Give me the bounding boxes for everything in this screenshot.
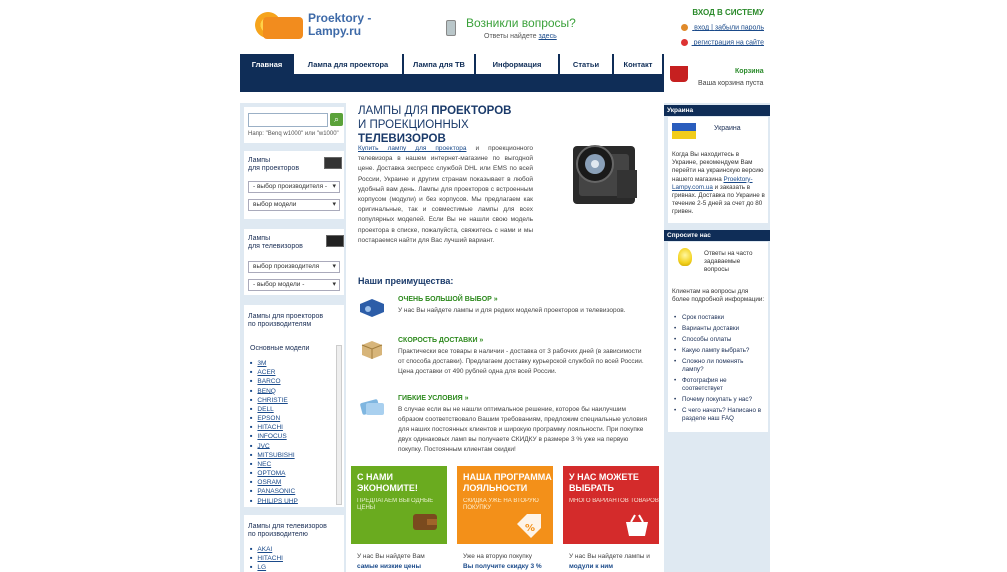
brand-link[interactable]: ■ INFOCUS [250, 432, 298, 441]
brand-link[interactable]: ■ BARCO [250, 377, 298, 386]
faq-item[interactable]: • Почему покупать у нас? [674, 396, 766, 404]
question-title: Возникли вопросы? [466, 16, 576, 30]
intro-link[interactable]: Купить лампу для проектора [358, 145, 467, 152]
cart-basket-icon [670, 66, 688, 82]
tv-brand-link[interactable]: ■ LG [250, 563, 283, 572]
search-icon[interactable]: ⌕ [330, 113, 343, 126]
advantage-text: Практически все товары в наличии - доставка от 3 рабочих дней (в зависимости от способа доставки). Предлагаем доставку курьерской службой по всей России. Цена доставки от 490 рублей одна для всей России. [398, 348, 644, 375]
cart-block[interactable] [668, 62, 768, 92]
question-sub: Ответы найдете [484, 33, 537, 40]
login-title: ВХОД В СИСТЕМУ [692, 8, 764, 17]
tv-brand-list [250, 545, 283, 572]
tv-brands-title1: Лампы для телевизоров [248, 523, 327, 530]
nav-tab-articles[interactable]: Статьи [560, 54, 614, 74]
brands-title1: Лампы для проекторов [248, 313, 324, 320]
tv-filter-title2: для телевизоров [248, 243, 303, 250]
faq-list [674, 314, 766, 426]
advantage-text: В случае если вы не нашли оптимальное решение, которое бы наилучшим образом соответствовало Вашим требованиям, предложим специальные условия для наших постоянных клиентов и широкую программу лояльности. При покупке двух одинаковых ламп вы получаете СКИДКУ в размере 3 % уже на первую покупку. Постоянным клиентам скидки! [398, 406, 648, 453]
tv-brand-link[interactable]: ■ HITACHI [250, 554, 283, 563]
projector-manufacturer-select[interactable]: - выбор производителя - ▾ [248, 181, 340, 193]
intro-text: Купить лампу для проектора и проекционного телевизора в нашем интернет-магазине по выгодной цене. Доставка экспресс службой DHL или EMS по всей России, Украине и другим странам показывает в любой удобный вам день. Лампы для проекторов с встроенным корпусом (модули) и без корпусов. Мы предлагаем как оригинальные, так и совместимые лампы для всех популярных моделей. Если Вы не нашли свою модель проектора в списке, пожалуйста, свяжитесь с нами и мы постараемся найти для Вас лучший вариант. [358, 145, 533, 244]
shopping-basket-icon [623, 512, 651, 538]
brand-link[interactable]: ■ CHRISTIE [250, 396, 298, 405]
logo-projector-icon [263, 17, 303, 39]
brand-link[interactable]: ■ PHILIPS UHP [250, 497, 298, 506]
promo-banner-choice[interactable] [563, 466, 659, 572]
svg-text:%: % [525, 523, 536, 534]
ukraine-flag-icon [672, 123, 696, 139]
package-icon [358, 337, 386, 361]
promo-subtitle: МНОГО ВАРИАНТОВ ТОВАРОВ [569, 498, 659, 504]
promo-banner-loyalty[interactable] [457, 466, 553, 572]
right-sidebar [664, 103, 770, 572]
promo-banner-prices[interactable] [351, 466, 447, 572]
left-sidebar [240, 103, 346, 572]
promo-text: У нас Вы найдете лампы и [569, 553, 650, 560]
search-input[interactable] [248, 113, 328, 127]
forgot-password-link[interactable]: забыли пароль [714, 24, 764, 32]
ukraine-shop-link[interactable]: Proektory-Lampy.com.ua [672, 175, 753, 191]
brand-link[interactable]: ■ PANASONIC [250, 487, 298, 496]
advantage-title[interactable]: СКОРОСТЬ ДОСТАВКИ » [398, 337, 484, 344]
promo-subtitle: ПРЕДЛАГАЕМ ВЫГОДНЫЕ ЦЕНЫ [357, 498, 434, 511]
brand-list-scrollbar[interactable] [336, 345, 342, 505]
advantage-item [358, 337, 658, 387]
brands-subtitle: Основные модели [250, 345, 310, 352]
tv-filter-title1: Лампы [248, 235, 271, 242]
faq-item[interactable]: • Фотография не соответствует [674, 377, 766, 393]
faq-box [668, 242, 768, 432]
faq-item[interactable]: • Какую лампу выбрать? [674, 347, 766, 355]
question-link[interactable]: здесь [538, 33, 557, 40]
tv-icon [326, 235, 344, 247]
faq-header: Спросите нас [664, 230, 770, 241]
login-link[interactable]: вход [694, 24, 710, 32]
projector-lamp-filter [244, 151, 344, 219]
projector-icon [324, 157, 342, 169]
promo-subtitle: СКИДКА УЖЕ НА ВТОРУЮ ПОКУПКУ [463, 498, 539, 511]
register-icon [681, 39, 688, 46]
faq-item[interactable]: • Способы оплаты [674, 336, 766, 344]
tv-brands-title2: по производителю [248, 531, 308, 538]
projector-model-select[interactable]: выбор модели ▾ [248, 199, 340, 211]
brand-list [250, 359, 298, 506]
ukraine-text: Когда Вы находитесь в Украине, рекомендуем Вам перейти на украинскую версию нашего магазина [672, 151, 764, 183]
projector-filter-title1: Лампы [248, 157, 271, 164]
brand-link[interactable]: ■ MITSUBISHI [250, 451, 298, 460]
promo-highlight: Вы получите скидку 3 % [463, 563, 542, 570]
brand-link[interactable]: ■ BENQ [250, 387, 298, 396]
wallet-icon [411, 510, 439, 534]
ukraine-title: Украина [714, 125, 741, 132]
tv-model-select[interactable]: - выбор модели - ▾ [248, 279, 340, 291]
advantage-item [358, 296, 658, 336]
promo-highlight: модули к ним [569, 563, 614, 570]
faq-item[interactable]: • Срок поставки [674, 314, 766, 322]
discount-tag-icon [513, 512, 543, 538]
brand-link[interactable]: ■ HITACHI [250, 423, 298, 432]
faq-item[interactable]: • Варианты доставки [674, 325, 766, 333]
promo-text: Уже на вторую покупку [463, 553, 532, 560]
credit-cards-icon [358, 395, 386, 419]
promo-text: У нас Вы найдете Вам [357, 553, 425, 560]
nav-tab-tv-lamps[interactable]: Лампа для ТВ [404, 54, 476, 74]
advantage-text: У нас Вы найдете лампы и для редких моделей проекторов и телевизоров. [398, 307, 626, 314]
brand-link[interactable]: ■ EPSON [250, 414, 298, 423]
phone-icon [446, 20, 456, 36]
faq-title: Ответы на часто задаваемые вопросы [704, 250, 753, 273]
brands-box [244, 305, 344, 507]
projector-lamp-image [555, 124, 650, 219]
faq-item[interactable]: • Сложно ли поменять лампу? [674, 358, 766, 374]
brands-title2: по производителям [248, 321, 312, 328]
nav-tab-home[interactable]: Главная [240, 54, 294, 74]
projector-filter-title2: для проекторов [248, 165, 300, 172]
brand-link[interactable]: ■ OPTOMA [250, 469, 298, 478]
promo-title: У НАС МОЖЕТЕ ВЫБРАТЬ [569, 472, 639, 493]
cart-title: Корзина [735, 68, 764, 75]
brand-link[interactable]: ■ NEC [250, 460, 298, 469]
nav-tab-projector-lamps[interactable]: Лампа для проектора [294, 54, 404, 74]
advantage-title[interactable]: ГИБКИЕ УСЛОВИЯ » [398, 395, 469, 402]
main-navigation [240, 54, 664, 92]
page-title: ЛАМПЫ ДЛЯ ПРОЕКТОРОВ И ПРОЕКЦИОННЫХ ТЕЛЕВИЗОРОВ [358, 105, 512, 145]
brand-link[interactable]: ■ JVC [250, 442, 298, 451]
advantage-item [358, 395, 658, 455]
brand-link[interactable]: ■ DELL [250, 405, 298, 414]
ukraine-box [668, 117, 768, 223]
ukraine-text2: и заказать в гривнах. Доставка по Украине в течение 2-5 дней за счет до 80 гривен. [672, 183, 765, 216]
register-link[interactable]: регистрация на сайте [693, 39, 764, 47]
logo-line1: Proektory - [308, 11, 372, 25]
tv-brand-link[interactable]: ■ AKAI [250, 545, 283, 554]
site-logo[interactable] [253, 8, 383, 44]
advantage-title[interactable]: ОЧЕНЬ БОЛЬШОЙ ВЫБОР » [398, 296, 498, 303]
nav-tab-contact[interactable]: Контакт [614, 54, 664, 74]
lightbulb-icon [678, 248, 692, 266]
user-icon [681, 24, 688, 31]
brand-link[interactable]: ■ OSRAM [250, 478, 298, 487]
brand-link[interactable]: ■ ACER [250, 368, 298, 377]
tv-brands-box [244, 515, 344, 572]
faq-intro: Клиентам на вопросы для более подробной информации: [672, 288, 765, 303]
promo-highlight: самые низкие цены [357, 563, 422, 570]
brand-link[interactable]: ■ 3M [250, 359, 298, 368]
tv-lamp-filter [244, 229, 344, 295]
faq-item[interactable]: • С чего начать? Написано в разделе наш FAQ [674, 407, 766, 423]
tv-manufacturer-select[interactable]: выбор производителя ▾ [248, 261, 340, 273]
nav-tab-info[interactable]: Информация [476, 54, 560, 74]
promo-title: НАША ПРОГРАММА ЛОЯЛЬНОСТИ [463, 472, 552, 493]
advantages-title: Наши преимущества: [358, 276, 454, 286]
logo-line2: Lampy.ru [308, 24, 362, 38]
promo-title: С НАМИ ЭКОНОМИТЕ! [357, 472, 418, 493]
search-hint: Напр: "Benq w1000" или "w1000" [248, 131, 339, 137]
cart-status: Ваша корзина пуста [698, 80, 764, 87]
search-box [244, 107, 344, 143]
ukraine-header: Украина [664, 105, 770, 116]
projector-device-icon [358, 296, 386, 320]
